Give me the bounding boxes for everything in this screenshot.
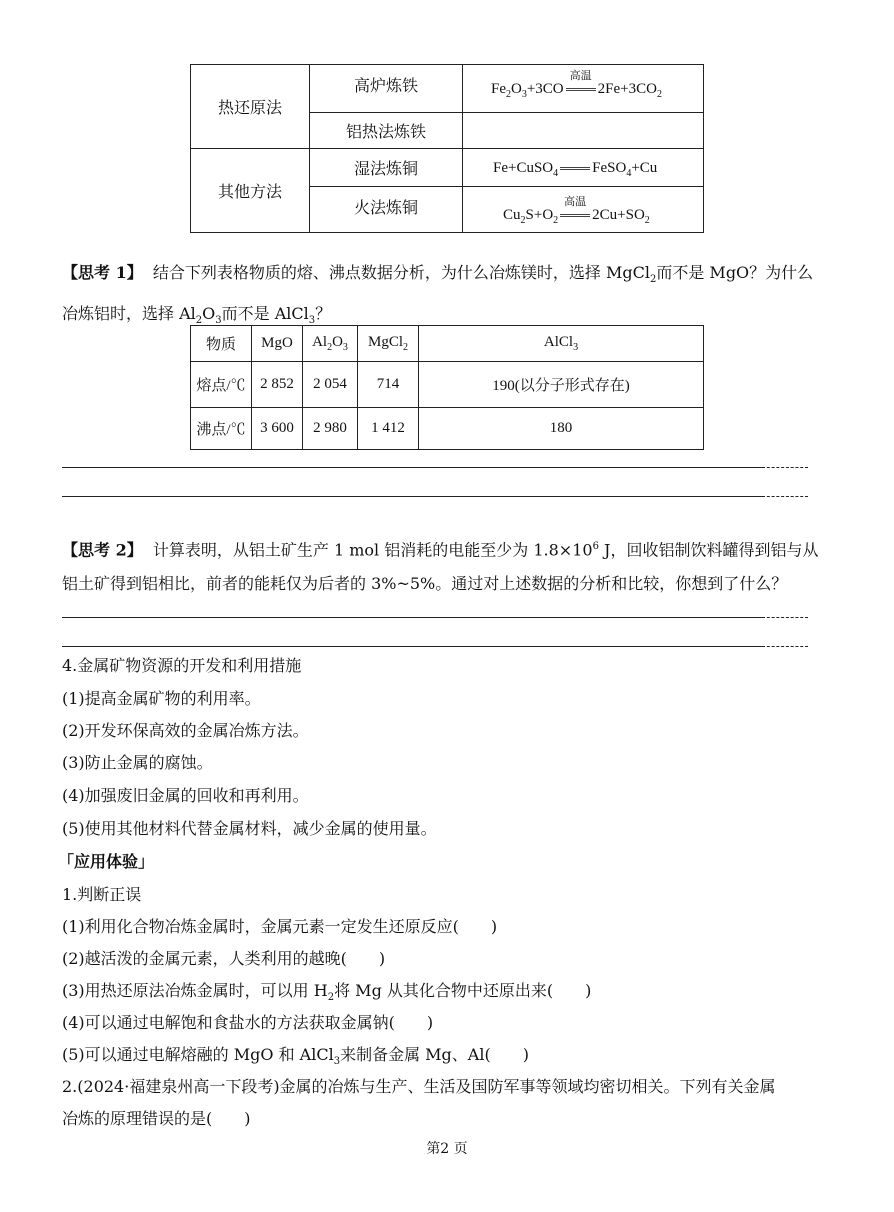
section4-item: (4)加强废旧金属的回收和再利用。: [62, 786, 309, 805]
think2-sup: 6: [592, 541, 599, 552]
table2-cell: 3 600: [252, 408, 303, 450]
section4-item: (1)提高金属矿物的利用率。: [62, 689, 261, 708]
table2-header-alcl3: AlCl$_3$: [419, 326, 704, 362]
table1-group-heat: 热还原法: [191, 65, 310, 149]
section4-item: (5)使用其他材料代替金属材料，减少金属的使用量。: [62, 819, 437, 838]
think2-block: [62, 530, 852, 601]
answer-blank-line[interactable]: [62, 467, 762, 468]
q1-item-5-b: 来制备金属 Mg、Al( ): [340, 1045, 529, 1064]
section4-title: 4.金属矿物资源的开发和利用措施: [62, 656, 302, 675]
think1-sub4: 3: [308, 315, 316, 327]
table2-cell: 1 412: [358, 408, 419, 450]
think1-text-b: 而不是 MgO？为什么: [656, 263, 814, 282]
table2-cell: 2 852: [252, 362, 303, 408]
table2-cell: 2 980: [303, 408, 358, 450]
think2-line1b: J，回收铝制饮料罐得到铝与从: [598, 540, 819, 560]
think2-tag: 【思考 2】: [62, 540, 143, 560]
answer-blank-line[interactable]: [62, 646, 762, 647]
table1-eq-thermite: [463, 113, 704, 149]
table2-cell: 180: [419, 408, 704, 450]
think2-line2: 铝土矿得到铝相比，前者的能耗仅为后者的 3%~5%。通过对上述数据的分析和比较，你想到了什么？: [62, 574, 788, 594]
table1-group-other: 其他方法: [191, 149, 310, 233]
table1-eq-blast: $Fe_2O_3+3CO$ 高温 $2Fe+3CO_2$: [463, 65, 704, 113]
table2-cell: 190(以分子形式存在): [419, 362, 704, 408]
q1-item-5-sub: 3: [333, 1056, 341, 1068]
think1-tag: 【思考 1】: [62, 263, 143, 282]
think1-text-e: 而不是 AlCl: [221, 304, 309, 324]
think1-sub3: 3: [215, 315, 222, 327]
table1-method-fire: 火法炼铜: [310, 187, 463, 233]
answer-blank-tail: [762, 617, 808, 618]
melting-boiling-table: [190, 325, 704, 450]
q1-item: (4)可以通过电解饱和食盐水的方法获取金属钠( ): [62, 1013, 434, 1032]
q1-title: 1.判断正误: [62, 885, 142, 904]
think1-text-f: ？: [315, 304, 332, 324]
think2-line1: 计算表明，从铝土矿生产 1 mol 铝消耗的电能至少为 1.8×10: [152, 540, 593, 560]
table2-cell: 714: [358, 362, 419, 408]
q1-item: (1)利用化合物冶炼金属时，金属元素一定发生还原反应( ): [62, 917, 498, 936]
answer-blank-tail: [762, 467, 808, 468]
think1-text-d: O: [202, 304, 216, 324]
table2-header-al2o3: $Al_2O_3$: [303, 326, 358, 362]
table1-method-wet: 湿法炼铜: [310, 149, 463, 187]
page-number: 第2 页: [426, 1141, 468, 1157]
table2-header-mgcl2: MgCl$_2$: [358, 326, 419, 362]
q1-item-5-a: (5)可以通过电解熔融的 MgO 和 AlCl: [62, 1045, 334, 1064]
q1-item-3: [62, 980, 591, 1009]
q2-line1: 2.(2024·福建泉州高一下段考)金属的冶炼与生产、生活及国防军事等领域均密切相关。下列有关金属: [62, 1077, 776, 1096]
think1-sub2: 2: [195, 315, 203, 327]
q1-item-3-b: 将 Mg 从其化合物中还原出来( ): [334, 981, 592, 1000]
q1-item: (2)越活泼的金属元素，人类利用的越晚( ): [62, 949, 386, 968]
answer-blank-line[interactable]: [62, 617, 762, 618]
q1-item-5: [62, 1044, 529, 1073]
apply-heading: 「应用体验」: [58, 852, 155, 871]
smelting-methods-table: [190, 64, 704, 233]
table2-cell: 熔点/℃: [191, 362, 252, 408]
think1-text-c: 冶炼铝时，选择 Al: [62, 304, 196, 324]
q1-item-3-a: (3)用热还原法冶炼金属时，可以用 H: [62, 981, 328, 1000]
section4-item: (2)开发环保高效的金属冶炼方法。: [62, 721, 309, 740]
table1-eq-fire: $Cu_2S+O_2$ 高温 $2Cu+SO_2$: [463, 187, 704, 233]
answer-blank-tail: [762, 646, 808, 647]
table1-eq-wet: Fe+CuSO$_4$ FeSO$_4$+Cu: [463, 149, 704, 187]
q1-item-3-sub: 2: [327, 992, 335, 1004]
table2-cell: 2 054: [303, 362, 358, 408]
think1-text-a: 结合下列表格物质的熔、沸点数据分析，为什么冶炼镁时，选择 MgCl: [152, 263, 650, 282]
table1-method-thermite: 铝热法炼铁: [310, 113, 463, 149]
q2-line2: 冶炼的原理错误的是( ): [62, 1109, 251, 1128]
answer-blank-line[interactable]: [62, 496, 762, 497]
table1-method-blast: 高炉炼铁: [310, 65, 463, 113]
table2-cell: 沸点/℃: [191, 408, 252, 450]
answer-blank-tail: [762, 496, 808, 497]
section4-item: (3)防止金属的腐蚀。: [62, 753, 213, 772]
table2-header-mgo: MgO: [252, 326, 303, 362]
table2-header-substance: 物质: [191, 326, 252, 362]
think1-sub1: 2: [649, 274, 657, 286]
